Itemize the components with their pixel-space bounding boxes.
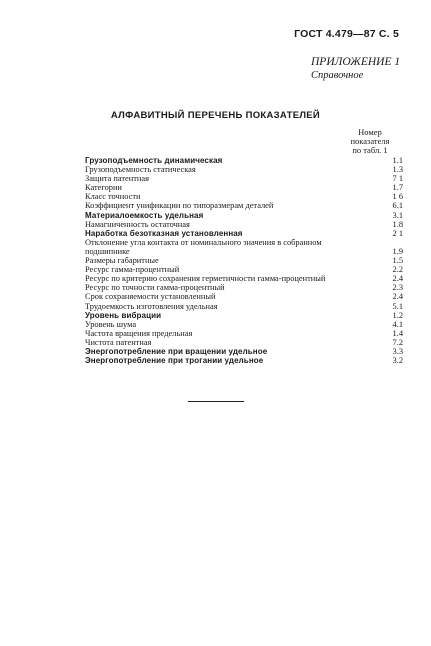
indicator-number: 1.5 bbox=[392, 256, 403, 266]
list-item bbox=[85, 165, 403, 174]
appendix-subtitle: Справочное bbox=[311, 70, 364, 81]
column-header-line3: по табл. 1 bbox=[352, 145, 388, 156]
indicator-name: Ресурс по точности гамма-процентный bbox=[85, 283, 225, 293]
page-header: ГОСТ 4.479—87 С. 5 bbox=[294, 28, 399, 40]
indicator-name: Чистота патентная bbox=[85, 337, 152, 347]
list-item bbox=[85, 265, 403, 274]
indicator-name: Коэффициент унификации по типоразмерам деталей bbox=[85, 201, 274, 211]
indicator-number: 2.4 bbox=[392, 292, 403, 302]
indicator-name: Частота вращения предельная bbox=[85, 328, 193, 338]
indicator-name: Намагниченность остаточная bbox=[85, 219, 190, 229]
indicator-number: 1.7 bbox=[392, 183, 403, 193]
list-item bbox=[85, 211, 403, 220]
indicator-number: 4.1 bbox=[392, 319, 403, 329]
list-item bbox=[85, 292, 403, 301]
indicator-name: Отклонение угла контакта от номинального значения в собранном подшипнике bbox=[85, 237, 322, 256]
list-item bbox=[85, 201, 403, 210]
indicator-number: 6.1 bbox=[392, 201, 403, 211]
column-header-line2: показателя bbox=[350, 136, 390, 147]
indicator-name: Материалоемкость удельная bbox=[85, 210, 204, 220]
indicator-name: Ресурс гамма-процентный bbox=[85, 265, 180, 275]
list-title: АЛФАВИТНЫЙ ПЕРЕЧЕНЬ ПОКАЗАТЕЛЕЙ bbox=[110, 110, 321, 121]
indicator-number: 1 6 bbox=[392, 192, 403, 202]
indicator-number: 3.2 bbox=[392, 356, 403, 366]
list-item bbox=[85, 174, 403, 183]
indicator-name: Категории bbox=[85, 183, 122, 193]
indicator-number: 7.2 bbox=[392, 337, 403, 347]
list-item bbox=[85, 220, 403, 229]
indicator-name: Класс точности bbox=[85, 192, 141, 202]
indicator-number: 3.3 bbox=[392, 346, 403, 356]
indicator-name: Защита патентная bbox=[85, 174, 149, 184]
indicator-name: Наработка безотказная установленная bbox=[85, 228, 243, 238]
indicator-number: 3.1 bbox=[392, 210, 403, 220]
indicator-number: 2 1 bbox=[392, 228, 403, 238]
column-header bbox=[340, 128, 400, 156]
indicator-name: Энергопотребление при вращении удельное bbox=[85, 346, 268, 356]
list-item bbox=[85, 329, 403, 338]
appendix-block bbox=[311, 55, 400, 83]
indicator-name: Уровень шума bbox=[85, 319, 137, 329]
indicator-name: Грузоподъемность статическая bbox=[85, 165, 196, 175]
indicator-number: 1.4 bbox=[392, 328, 403, 338]
indicator-name: Уровень вибрации bbox=[85, 310, 162, 320]
indicator-name: Ресурс по критерию сохранения герметичности гамма-процентный bbox=[85, 274, 326, 284]
indicator-number: 2.2 bbox=[392, 265, 403, 275]
list-item bbox=[85, 302, 403, 311]
indicator-number: 7 1 bbox=[392, 174, 403, 184]
column-header-line1: Номер bbox=[358, 127, 382, 137]
indicator-number: 1.8 bbox=[392, 219, 403, 229]
list-item bbox=[85, 283, 403, 292]
indicator-name: Срок сохраняемости установленный bbox=[85, 292, 216, 302]
indicator-name: Размеры габаритные bbox=[85, 256, 159, 266]
list-item bbox=[85, 238, 403, 256]
indicator-name: Грузоподъемность динамическая bbox=[85, 156, 223, 165]
index-list bbox=[85, 156, 403, 365]
indicator-number: 2.3 bbox=[392, 283, 403, 293]
list-item bbox=[85, 311, 403, 320]
list-item bbox=[85, 338, 403, 347]
indicator-number: 2.4 bbox=[392, 274, 403, 284]
closing-rule bbox=[188, 401, 244, 402]
list-item bbox=[85, 156, 403, 165]
list-item bbox=[85, 256, 403, 265]
list-item bbox=[85, 347, 403, 356]
list-item bbox=[85, 183, 403, 192]
list-item bbox=[85, 320, 403, 329]
indicator-number: 5.1 bbox=[392, 301, 403, 311]
indicator-number: 1.1 bbox=[392, 156, 403, 165]
indicator-number: 1.2 bbox=[392, 310, 403, 320]
list-item bbox=[85, 192, 403, 201]
indicator-number: 1.3 bbox=[392, 165, 403, 175]
list-item bbox=[85, 274, 403, 283]
list-item bbox=[85, 356, 403, 365]
indicator-name: Энергопотребление при трогании удельное bbox=[85, 356, 264, 366]
indicator-number: 1.9 bbox=[392, 246, 403, 256]
list-item bbox=[85, 229, 403, 238]
indicator-name: Трудоемкость изготовления удельная bbox=[85, 301, 218, 311]
appendix-title: ПРИЛОЖЕНИЕ 1 bbox=[311, 56, 401, 68]
